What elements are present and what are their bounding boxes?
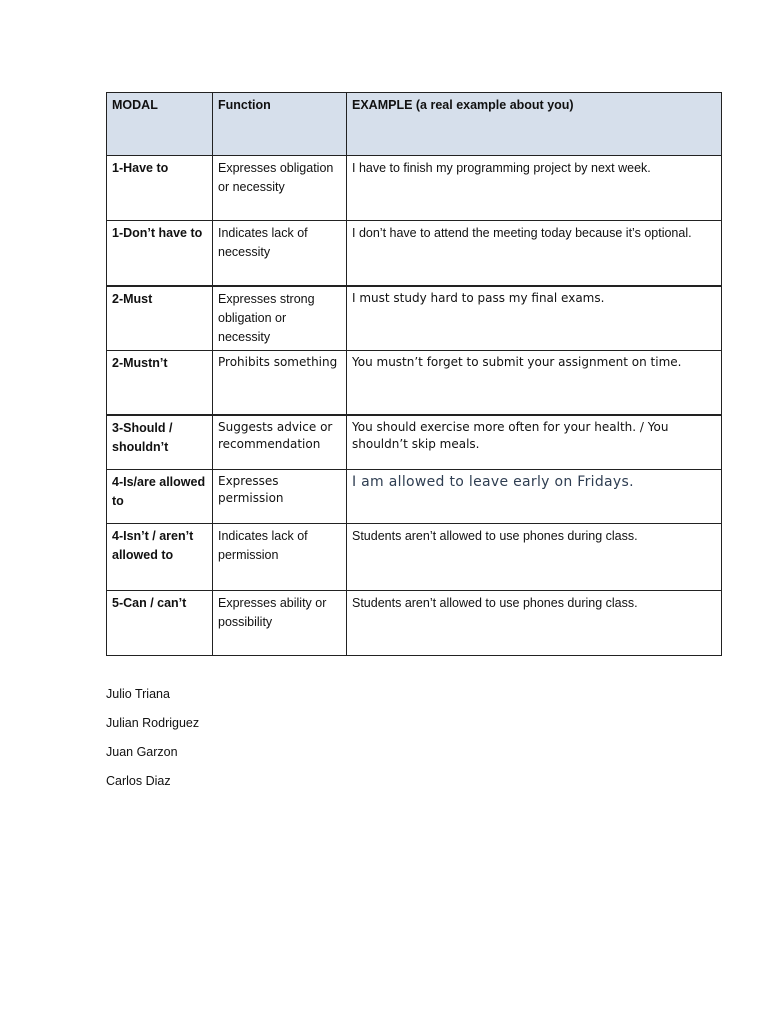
modal-cell: 3-Should / shouldn’t [107,415,213,470]
example-cell: You should exercise more often for your health. / You shouldn’t skip meals. [347,415,722,470]
modal-cell: 4-Is/are allowed to [107,470,213,524]
example-cell: I must study hard to pass my final exams. [347,286,722,351]
function-cell: Prohibits something [213,351,347,415]
author-names [106,686,199,802]
header-modal: MODAL [107,93,213,156]
example-cell: I have to finish my programming project by next week. [347,156,722,221]
example-cell: Students aren’t allowed to use phones during class. [347,524,722,591]
function-cell: Expresses permission [213,470,347,524]
table-row [107,524,722,591]
author-name: Julio Triana [106,687,170,701]
modals-table [106,92,722,656]
function-cell: Suggests advice or recommendation [213,415,347,470]
table-row [107,221,722,286]
modal-cell: 1-Have to [107,156,213,221]
table-row [107,286,722,351]
table-header-row [107,93,722,156]
table-row [107,591,722,656]
modal-cell: 2-Must [107,286,213,351]
table-row [107,415,722,470]
function-cell: Expresses strong obligation or necessity [213,286,347,351]
header-function: Function [213,93,347,156]
function-cell: Indicates lack of necessity [213,221,347,286]
function-cell: Indicates lack of permission [213,524,347,591]
modal-cell: 5-Can / can’t [107,591,213,656]
modal-cell: 2-Mustn’t [107,351,213,415]
function-cell: Expresses obligation or necessity [213,156,347,221]
table-row [107,156,722,221]
modal-cell: 1-Don’t have to [107,221,213,286]
example-cell: Students aren’t allowed to use phones during class. [347,591,722,656]
header-example: EXAMPLE (a real example about you) [347,93,722,156]
table-row [107,351,722,415]
author-name: Julian Rodriguez [106,716,200,730]
table-row [107,470,722,524]
author-name: Carlos Diaz [106,774,171,788]
modal-cell: 4-Isn’t / aren’t allowed to [107,524,213,591]
example-cell: I am allowed to leave early on Fridays. [347,470,722,524]
example-cell: You mustn’t forget to submit your assignment on time. [347,351,722,415]
example-cell: I don’t have to attend the meeting today because it’s optional. [347,221,722,286]
author-name: Juan Garzon [106,745,178,759]
function-cell: Expresses ability or possibility [213,591,347,656]
